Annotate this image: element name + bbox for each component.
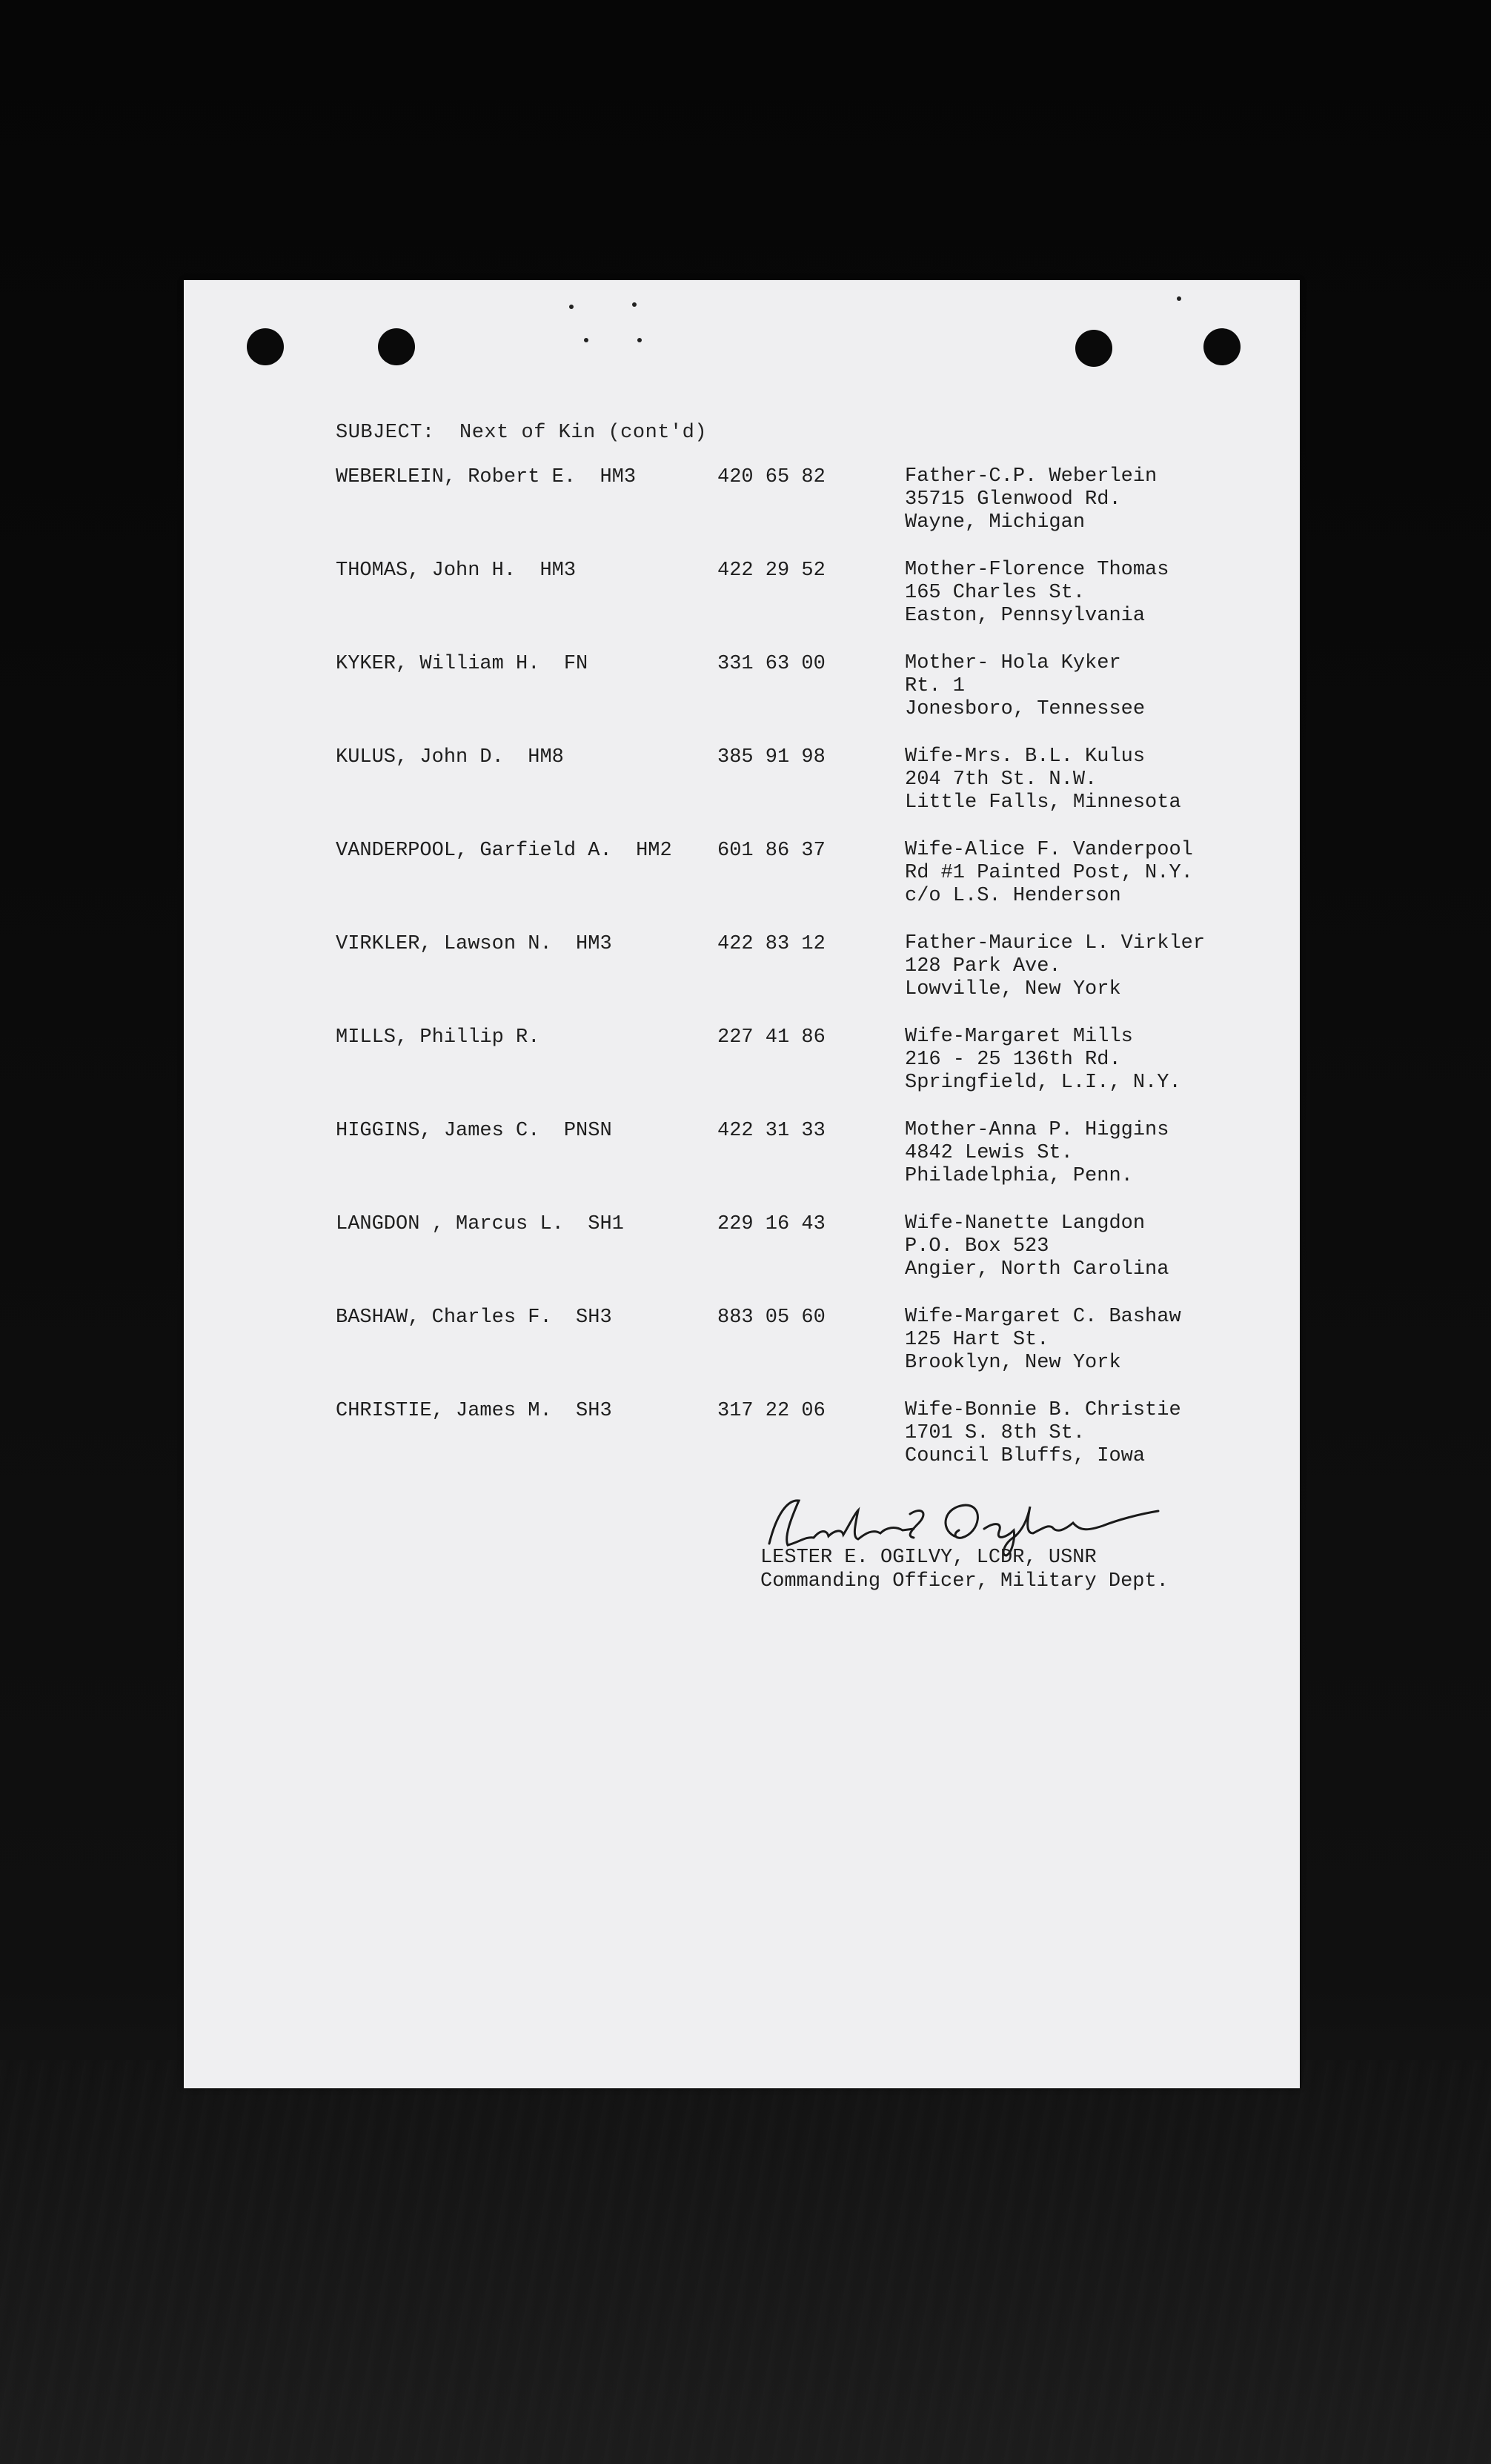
sailor-name: KYKER, William H. FN	[336, 653, 588, 675]
punch-hole-right-1	[1075, 330, 1112, 367]
sailor-name: MILLS, Phillip R.	[336, 1026, 540, 1049]
kin-entry	[184, 1119, 1300, 1193]
next-of-kin-address	[905, 1026, 1181, 1095]
next-of-kin-address	[905, 1119, 1169, 1188]
service-number: 601 86 37	[717, 840, 826, 862]
next-of-kin-address	[905, 652, 1145, 721]
kin-street: 4842 Lewis St.	[905, 1142, 1073, 1164]
service-number: 420 65 82	[717, 466, 826, 488]
service-number: 422 31 33	[717, 1120, 826, 1142]
next-of-kin-address	[905, 1212, 1169, 1281]
sailor-name: VIRKLER, Lawson N. HM3	[336, 933, 612, 955]
next-of-kin-address	[905, 559, 1169, 628]
signatory-name: LESTER E. OGILVY, LCDR, USNR	[760, 1547, 1097, 1569]
subject-line: SUBJECT: Next of Kin (cont'd)	[336, 422, 708, 444]
kin-city: Philadelphia, Penn.	[905, 1165, 1133, 1187]
kin-relation: Wife-Margaret Mills	[905, 1026, 1133, 1048]
kin-relation: Wife-Nanette Langdon	[905, 1212, 1146, 1235]
sailor-name: VANDERPOOL, Garfield A. HM2	[336, 840, 672, 862]
kin-city: c/o L.S. Henderson	[905, 885, 1121, 907]
kin-street: 128 Park Ave.	[905, 955, 1061, 977]
sailor-name: KULUS, John D. HM8	[336, 746, 564, 768]
kin-entry	[184, 745, 1300, 820]
punch-hole-right-2	[1203, 328, 1241, 365]
next-of-kin-address	[905, 745, 1181, 814]
signatory-title: Commanding Officer, Military Dept.	[760, 1570, 1169, 1593]
sailor-name: WEBERLEIN, Robert E. HM3	[336, 466, 637, 488]
kin-city: Lowville, New York	[905, 978, 1121, 1000]
kin-city: Little Falls, Minnesota	[905, 791, 1181, 814]
kin-relation: Mother- Hola Kyker	[905, 652, 1121, 674]
sailor-name: LANGDON , Marcus L. SH1	[336, 1213, 624, 1235]
sailor-name: THOMAS, John H. HM3	[336, 559, 577, 582]
signature-block	[760, 1546, 1169, 1593]
kin-street: 1701 S. 8th St.	[905, 1422, 1086, 1444]
service-number: 422 83 12	[717, 933, 826, 955]
kin-street: P.O. Box 523	[905, 1235, 1049, 1258]
kin-relation: Wife-Alice F. Vanderpool	[905, 839, 1193, 861]
speck	[637, 338, 642, 342]
kin-entry	[184, 932, 1300, 1006]
next-of-kin-address	[905, 932, 1205, 1001]
punch-hole-left-2	[378, 328, 415, 365]
kin-relation: Wife-Mrs. B.L. Kulus	[905, 745, 1146, 768]
scan-background	[0, 2060, 1491, 2464]
kin-city: Springfield, L.I., N.Y.	[905, 1072, 1181, 1094]
kin-relation: Wife-Margaret C. Bashaw	[905, 1306, 1181, 1328]
punch-hole-left-1	[247, 328, 284, 365]
kin-city: Jonesboro, Tennessee	[905, 698, 1146, 720]
service-number: 422 29 52	[717, 559, 826, 582]
kin-entry	[184, 465, 1300, 539]
kin-relation: Father-C.P. Weberlein	[905, 465, 1158, 488]
kin-entry	[184, 1306, 1300, 1380]
kin-city: Wayne, Michigan	[905, 511, 1086, 534]
next-of-kin-address	[905, 465, 1157, 534]
speck	[1177, 296, 1181, 301]
next-of-kin-address	[905, 1399, 1181, 1468]
kin-entry	[184, 1399, 1300, 1473]
kin-relation: Father-Maurice L. Virkler	[905, 932, 1206, 954]
kin-street: 204 7th St. N.W.	[905, 768, 1098, 791]
sailor-name: CHRISTIE, James M. SH3	[336, 1400, 612, 1422]
speck	[584, 338, 588, 342]
kin-entry	[184, 1026, 1300, 1100]
sailor-name: BASHAW, Charles F. SH3	[336, 1306, 612, 1329]
kin-entry	[184, 652, 1300, 726]
signature-text: Lester E. Ogilvy	[754, 1484, 762, 1485]
service-number: 883 05 60	[717, 1306, 826, 1329]
kin-city: Easton, Pennsylvania	[905, 605, 1146, 627]
kin-street: 216 - 25 136th Rd.	[905, 1049, 1121, 1071]
kin-city: Brooklyn, New York	[905, 1352, 1121, 1374]
kin-street: 35715 Glenwood Rd.	[905, 488, 1121, 511]
kin-entry	[184, 839, 1300, 913]
kin-relation: Wife-Bonnie B. Christie	[905, 1399, 1181, 1421]
speck	[569, 305, 574, 309]
kin-street: Rt. 1	[905, 675, 966, 697]
speck	[632, 302, 637, 307]
service-number: 229 16 43	[717, 1213, 826, 1235]
kin-city: Angier, North Carolina	[905, 1258, 1169, 1281]
service-number: 385 91 98	[717, 746, 826, 768]
service-number: 317 22 06	[717, 1400, 826, 1422]
kin-relation: Mother-Anna P. Higgins	[905, 1119, 1169, 1141]
service-number: 331 63 00	[717, 653, 826, 675]
kin-entry	[184, 1212, 1300, 1286]
kin-street: 165 Charles St.	[905, 582, 1086, 604]
kin-entry	[184, 559, 1300, 633]
sailor-name: HIGGINS, James C. PNSN	[336, 1120, 612, 1142]
kin-city: Council Bluffs, Iowa	[905, 1445, 1146, 1467]
kin-street: Rd #1 Painted Post, N.Y.	[905, 862, 1193, 884]
service-number: 227 41 86	[717, 1026, 826, 1049]
kin-street: 125 Hart St.	[905, 1329, 1049, 1351]
next-of-kin-address	[905, 1306, 1181, 1375]
next-of-kin-address	[905, 839, 1193, 908]
kin-relation: Mother-Florence Thomas	[905, 559, 1169, 581]
document-page	[184, 280, 1300, 2088]
